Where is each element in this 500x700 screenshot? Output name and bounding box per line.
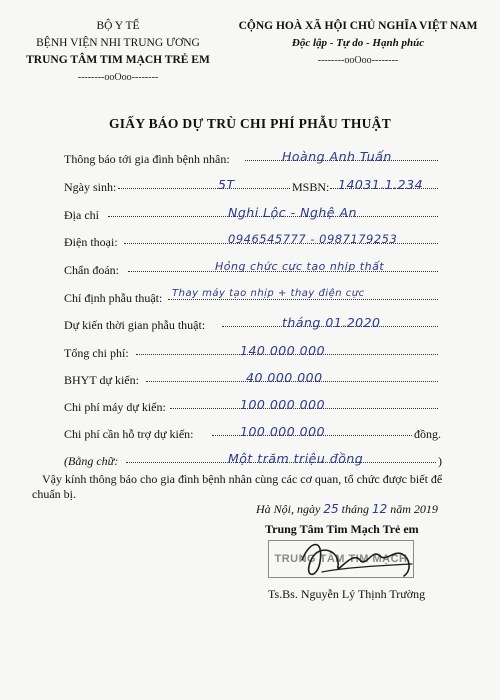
surgery-dotted-line xyxy=(168,299,438,300)
words-label: (Bằng chữ: xyxy=(64,454,119,468)
total-label: Tổng chi phí: xyxy=(64,346,129,360)
msbn-value: 14031.1.234 xyxy=(338,177,424,192)
words-close: ) xyxy=(438,454,442,468)
surgery-value: Thay máy tạo nhịp + thay điện cực xyxy=(172,288,365,299)
month-prefix: tháng xyxy=(341,502,369,516)
document-title: GIẤY BÁO DỰ TRÙ CHI PHÍ PHẪU THUẬT xyxy=(108,116,392,131)
total-row xyxy=(0,344,500,366)
stamp: TRUNG TÂM TIM MẠCH xyxy=(268,540,414,578)
phone-label: Điện thoại: xyxy=(64,235,118,249)
support-unit: đồng. xyxy=(414,427,441,441)
notice-label: Thông báo tới gia đình bệnh nhân: xyxy=(64,152,230,166)
device-label: Chi phí máy dự kiến: xyxy=(64,400,166,414)
signer-name: Ts.Bs. Nguyễn Lý Thịnh Trường xyxy=(268,587,426,601)
date-prefix: Hà Nội, ngày xyxy=(256,502,321,516)
notice-row xyxy=(0,150,500,172)
date-day: 25 xyxy=(323,502,339,516)
words-row xyxy=(0,452,500,474)
phone-value: 0946545777 - 0987179253 xyxy=(228,232,398,246)
support-label: Chi phí cần hỗ trợ dự kiến: xyxy=(64,427,194,441)
closing-paragraph: Vậy kính thông báo cho gia đình bệnh nhân cùng các cơ quan, tổ chức được biết để chuẩn bị. xyxy=(32,472,443,501)
diagnosis-label: Chẩn đoán: xyxy=(64,263,119,277)
dob-label: Ngày sinh: xyxy=(64,180,117,194)
address-value: Nghi Lộc - Nghệ An xyxy=(228,205,357,220)
address-row xyxy=(0,206,500,228)
dob-dotted-line xyxy=(118,188,290,189)
expected-time-row xyxy=(0,316,500,338)
republic-name: CỘNG HOÀ XÃ HỘI CHỦ NGHĨA VIỆT NAM xyxy=(238,20,478,32)
ministry-name: BỘ Y TẾ xyxy=(96,20,140,32)
header-left-separator: --------ooOoo-------- xyxy=(77,72,159,83)
words-value: Một trăm triệu đồng xyxy=(228,451,364,466)
header-right-separator: --------ooOoo-------- xyxy=(317,55,399,66)
device-value: 100 000 000 xyxy=(240,397,326,412)
diagnosis-row xyxy=(0,261,500,283)
date-year: năm 2019 xyxy=(390,502,438,516)
bhyt-label: BHYT dự kiến: xyxy=(64,373,139,387)
signing-organization: Trung Tâm Tim Mạch Trẻ em xyxy=(265,522,419,536)
bhyt-row xyxy=(0,371,500,393)
phone-row xyxy=(0,233,500,255)
dob-row xyxy=(0,178,500,200)
header-left xyxy=(18,18,218,86)
bhyt-value: 40 000 000 xyxy=(246,370,323,385)
diagnosis-value: Hỏng chức cực tạo nhịp thất xyxy=(215,260,385,273)
expected-time-value: tháng 01.2020 xyxy=(282,315,381,330)
support-value: 100 000 000 xyxy=(240,424,326,439)
date-month: 12 xyxy=(371,502,388,516)
center-name: TRUNG TÂM TIM MẠCH TRẺ EM xyxy=(26,54,210,66)
header-right xyxy=(228,18,488,69)
surgery-label: Chỉ định phẫu thuật: xyxy=(64,291,163,305)
surgery-row xyxy=(0,289,500,311)
date-line xyxy=(256,502,438,517)
national-motto: Độc lập - Tự do - Hạnh phúc xyxy=(291,37,425,49)
expected-time-label: Dự kiến thời gian phẫu thuật: xyxy=(64,318,206,332)
notice-value: Hoàng Anh Tuấn xyxy=(282,149,392,164)
total-value: 140 000 000 xyxy=(240,343,326,358)
support-row xyxy=(0,425,500,447)
msbn-label: MSBN: xyxy=(292,180,330,194)
dob-value: 5T xyxy=(218,177,235,192)
hospital-name: BỆNH VIỆN NHI TRUNG ƯƠNG xyxy=(36,37,200,49)
signature-scribble xyxy=(262,520,432,590)
address-label: Địa chỉ xyxy=(64,208,99,222)
device-row xyxy=(0,398,500,420)
